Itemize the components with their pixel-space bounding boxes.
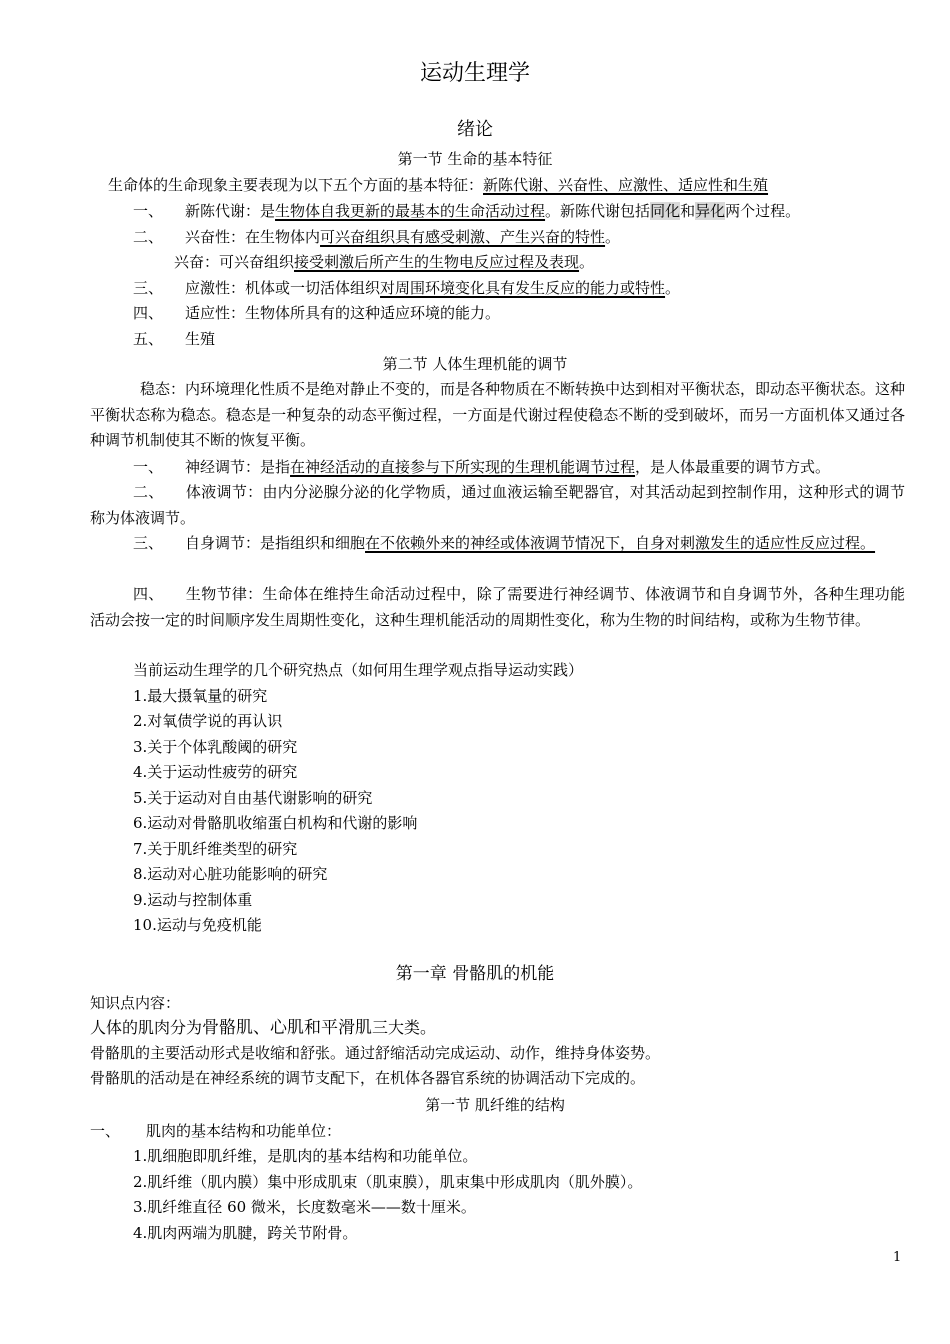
highlight-assimilation: 同化 (650, 202, 681, 220)
chapter-1-section-1-heading: 第一节 肌纤维的结构 (425, 1096, 565, 1114)
muscle-text: 人体的肌肉分为 (90, 1018, 203, 1037)
feature-text: 。 (579, 253, 595, 271)
list-number: 二、 (133, 228, 164, 246)
unit-title: 肌肉的基本结构和功能单位： (146, 1122, 342, 1140)
feature-text: 。 (665, 279, 681, 297)
feature-text: 生殖 (185, 330, 216, 348)
unit-item: 1.肌细胞即肌纤维，是肌肉的基本结构和功能单位。 (133, 1147, 478, 1165)
unit-item: 2.肌纤维（肌内膜）集中形成肌束（肌束膜），肌束集中形成肌肉（肌外膜）。 (133, 1173, 643, 1191)
excitation-definition (174, 252, 594, 272)
hotspot-item: 8.运动对心脏功能影响的研究 (133, 865, 328, 883)
list-number: 四、 (133, 585, 164, 603)
features-intro (108, 175, 768, 195)
regulation-item-2 (90, 480, 905, 531)
regulation-underlined: 在神经活动的直接参与下所实现的生理机能调节过程 (290, 458, 636, 476)
feature-text: 应激性：机体或一切活体组织 (185, 279, 381, 297)
list-number: 三、 (133, 279, 164, 297)
hotspots-heading: 当前运动生理学的几个研究热点（如何用生理学观点指导运动实践） (133, 661, 584, 679)
feature-underlined: 可兴奋组织具有感受刺激、产生兴奋的特性 (320, 228, 606, 246)
features-intro-text: 生命体的生命现象主要表现为以下五个方面的基本特征： (108, 176, 484, 194)
feature-underlined: 接受刺激后所产生的生物电反应过程及表现 (294, 253, 580, 271)
hotspot-item: 3.关于个体乳酸阈的研究 (133, 738, 298, 756)
regulation-text: ，是人体最重要的调节方式。 (635, 458, 831, 476)
feature-text: 兴奋：可兴奋组织 (174, 253, 295, 271)
feature-item-5 (133, 329, 215, 349)
feature-item-1 (133, 201, 800, 221)
regulation-text: 体液调节：由内分泌腺分泌的化学物质，通过血液运输至靶器官，对其活动起到控制作用，这种形式的调节称为体液调节。 (90, 483, 905, 527)
regulation-text: 生物节律：生命体在维持生命活动过程中，除了需要进行神经调节、体液调节和自身调节外，各种生理功能活动会按一定的时间顺序发生周期性变化，这种生理机能活动的周期性变化，称为生物的时间结构，或称为生物节律。 (90, 585, 905, 629)
regulation-item-4 (90, 582, 905, 633)
intro-heading: 绪论 (457, 119, 493, 140)
feature-text: 和 (680, 202, 696, 220)
section-2-heading: 第二节 人体生理机能的调节 (382, 355, 568, 373)
hotspot-item: 2.对氧债学说的再认识 (133, 712, 283, 730)
features-list: 新陈代谢、兴奋性、应激性、适应性和生殖 (483, 176, 769, 194)
list-number: 四、 (133, 304, 164, 322)
chapter-1-heading: 第一章 骨骼肌的机能 (395, 964, 555, 984)
regulation-underlined: 在不依赖外来的神经或体液调节情况下，自身对刺激发生的适应性反应过程。 (365, 534, 876, 552)
feature-underlined: 生物体自我更新的最基本的生命活动过程 (275, 202, 546, 220)
hotspot-item: 5.关于运动对自由基代谢影响的研究 (133, 789, 373, 807)
list-number: 五、 (133, 330, 164, 348)
regulation-text: 自身调节：是指组织和细胞 (185, 534, 366, 552)
feature-underlined: 对周围环境变化具有发生反应的能力或特性 (380, 279, 666, 297)
feature-item-2 (133, 227, 620, 247)
muscle-text: 三大类。 (372, 1018, 437, 1037)
list-number: 三、 (133, 534, 164, 552)
hotspot-item: 9.运动与控制体重 (133, 891, 253, 909)
unit-item: 4.肌肉两端为肌腱，跨关节附骨。 (133, 1224, 358, 1242)
hotspot-item: 7.关于肌纤维类型的研究 (133, 840, 298, 858)
regulation-item-3 (90, 531, 905, 557)
feature-text: 。 (605, 228, 621, 246)
unit-heading (90, 1121, 341, 1141)
feature-text: 两个过程。 (725, 202, 801, 220)
list-number: 一、 (90, 1122, 121, 1140)
feature-text: 适应性：生物体所具有的这种适应环境的能力。 (185, 304, 501, 322)
hotspot-item: 6.运动对骨骼肌收缩蛋白机构和代谢的影响 (133, 814, 418, 832)
knowledge-points-label: 知识点内容： (90, 994, 181, 1012)
muscle-types-line (90, 1018, 436, 1038)
regulation-text: 神经调节：是指 (185, 458, 291, 476)
feature-item-4 (133, 303, 500, 323)
list-number: 一、 (133, 458, 164, 476)
unit-item: 3.肌纤维直径 60 微米，长度数毫米——数十厘米。 (133, 1198, 476, 1216)
skeletal-muscle-line-1: 骨骼肌的主要活动形式是收缩和舒张。通过舒缩活动完成运动、动作，维持身体姿势。 (90, 1045, 661, 1062)
list-number: 一、 (133, 202, 164, 220)
feature-text: 新陈代谢：是 (185, 202, 276, 220)
skeletal-muscle-line-2: 骨骼肌的活动是在神经系统的调节支配下，在机体各器官系统的协调活动下完成的。 (90, 1070, 646, 1087)
feature-text: 兴奋性：在生物体内 (185, 228, 321, 246)
highlight-dissimilation: 异化 (695, 202, 726, 220)
document-title: 运动生理学 (419, 61, 530, 86)
list-number: 二、 (133, 483, 164, 501)
hotspot-item: 1.最大摄氧量的研究 (133, 687, 268, 705)
homeostasis-paragraph: 稳态：内环境理化性质不是绝对静止不变的，而是各种物质在不断转换中达到相对平衡状态，即动态平衡状态。这种平衡状态称为稳态。稳态是一种复杂的动态平衡过程，一方面是代谢过程使稳态不断的受到破坏，而另一方面机体又通过各种调节机制使其不断的恢复平衡。 (90, 380, 906, 449)
hotspot-item: 10.运动与免疫机能 (133, 916, 262, 934)
regulation-item-1 (133, 457, 830, 477)
page-number: 1 (893, 1250, 902, 1265)
section-1-heading: 第一节 生命的基本特征 (397, 150, 553, 168)
hotspot-item: 4.关于运动性疲劳的研究 (133, 763, 298, 781)
feature-item-3 (133, 278, 680, 298)
feature-text: 。新陈代谢包括 (545, 202, 651, 220)
muscle-types: 骨骼肌、心肌和平滑肌 (202, 1018, 373, 1038)
